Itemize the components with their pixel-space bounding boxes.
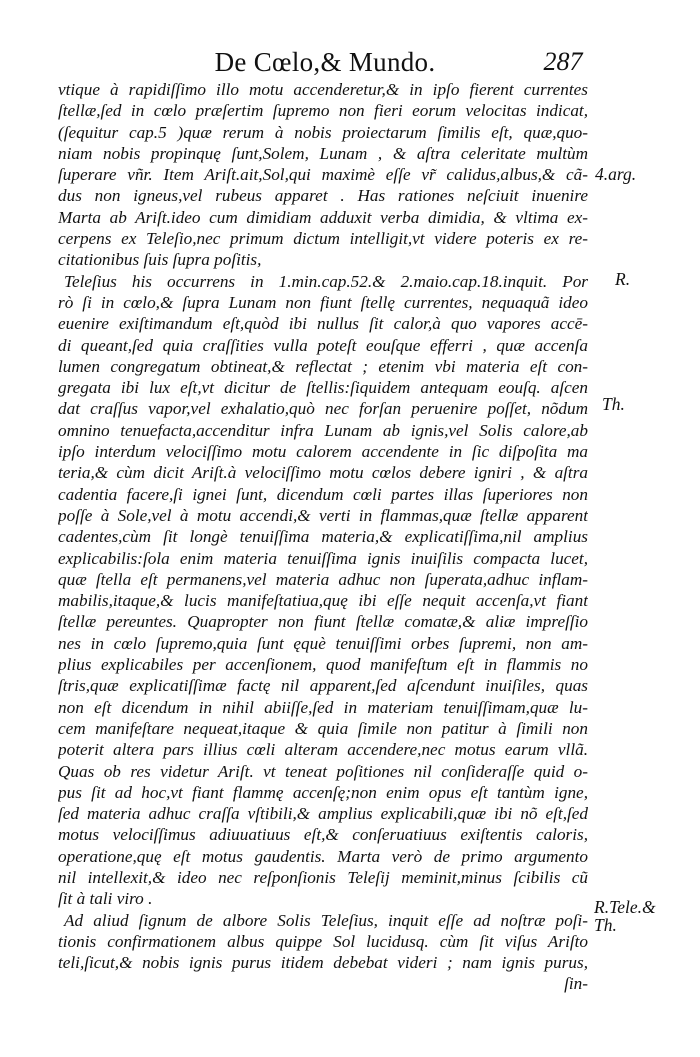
page-number: 287 xyxy=(543,47,583,76)
margin-note-rt-line1: R.Tele.& xyxy=(594,897,656,917)
text-line: non eſt dicendum in nihil abiiſſe,ſed in materiam tenuiſſimam,quæ lu- xyxy=(58,697,588,717)
text-line: cadentia facere,ſi ignei ſunt, dicendum cœli partes illas ſuperiores non xyxy=(58,484,588,504)
text-line: teli,ſicut,& nobis ignis purus itidem debebat videri ; nam ignis purus, xyxy=(58,953,588,973)
text-line: quæ ſtella eſt permanens,vel materia adhuc non ſuperata,adhuc inflam- xyxy=(58,569,588,589)
text-line: ſuperare vñr. Item Ariſt.ait,Sol,qui maximè eſſe vr̃ calidus,albus,& cã- xyxy=(58,165,588,185)
text-line: teria,& cùm dicit Ariſt.à velociſſimo motu cœlos debere igniri , & aſtra xyxy=(58,463,588,483)
text-line: cerpens ex Teleſio,nec primum dictum intelligit,vt videre poteris ex re- xyxy=(58,229,588,249)
margin-note-rt xyxy=(594,898,656,934)
catchword: ſin- xyxy=(564,974,588,994)
text-line: di queant,ſed quia craſſities vulla poteſt eouſque efferri , quæ accenſa xyxy=(58,335,588,355)
text-line: (ſequitur cap.5 )quæ rerum à nobis proiectarum ſimilis eſt, quæ,quo- xyxy=(58,122,588,142)
text-line: vtique à rapidiſſimo illo motu accenderetur,& in ipſo fierent currentes xyxy=(58,80,588,99)
text-line: ſtellæ pereuntes. Quapropter non fiunt ſtellæ comatæ,& aliæ impreſſio xyxy=(58,612,588,632)
text-line: Quas ob res videtur Ariſt. vt teneat poſitiones nil conſideraſſe quid o- xyxy=(58,761,588,781)
paragraph-end-line: ſit à tali viro . xyxy=(58,889,153,909)
text-line: dat craſſus vapor,vel exhalatio,quò nec forſan peruenire poſſet, nõdum xyxy=(58,399,588,419)
text-line: ſtris,quæ explicatiſſimæ factę nil apparent,ſed aſcendunt inuiſiles, quas xyxy=(58,676,588,696)
text-line: explicabilis:ſola enim materia tenuiſſima ignis inuiſilis compacta lucet, xyxy=(58,548,588,568)
text-line: poterit altera pars illius cœli alteram accendere,nec motus earum vllã. xyxy=(58,740,588,760)
text-line: dus non igneus,vel rubeus apparet . Has rationes neſciuit inuenire xyxy=(58,186,588,206)
text-line: nes in cœlo ſupremo,quia ſunt ęquè tenuiſſimi orbes ſupremi, non am- xyxy=(58,633,588,653)
text-line: tionis confirmationem albus quippe Sol lucidusq. cùm ſit viſus Ariſto xyxy=(58,931,588,951)
text-line: Marta ab Ariſt.ideo cum dimidiam adduxit verba dimidia, & vltima ex- xyxy=(58,207,588,227)
running-head-title: De Cœlo,& Mundo. xyxy=(214,47,436,77)
paragraph-start-line: Ad aliud ſignum de albore Solis Teleſius, inquit eſſe ad noſtræ poſi- xyxy=(64,910,588,930)
text-line: omnino tenuefacta,accenditur infra Lunam ab ignis,vel Solis calore,ab xyxy=(58,420,588,440)
text-line: niam nobis propinquę ſunt,Solem, Lunam , & aſtra celeritate multùm xyxy=(58,143,588,163)
text-line: euenire exiſtimandum eſt,quòd ibi nullus ſit calor,à quo vapores accē- xyxy=(58,314,588,334)
text-line: ſtellæ,ſed in cœlo præſertim ſupremo non fieri eorum velocitas indicat, xyxy=(58,101,588,121)
margin-note-th: Th. xyxy=(602,394,625,414)
text-line: lumen congregatum obtineat,& reflectat ; etenim vbi materia eſt con- xyxy=(58,356,588,376)
text-line: cem manifeſtare nequeat,itaque & quia ſimile non patitur à ſimili non xyxy=(58,718,588,738)
text-line: ipſo interdum velociſſimo motu calorem accendente in ſic diſpoſita ma xyxy=(58,442,588,462)
text-line: nil intellexit,& ideo nec reſponſionis Teleſij meminit,minus ſcibilis cũ xyxy=(58,867,588,887)
margin-note-r: R. xyxy=(615,269,631,289)
text-line: poſſe à Sole,vel à motu accendi,& verti in flammas,quæ ſtellæ apparent xyxy=(58,505,588,525)
body-text xyxy=(58,79,588,995)
margin-note-arg: 4.arg. xyxy=(595,164,637,184)
text-line: pus ſit ad hoc,vt fiant flammę accenſę;non enim opus eſt tantùm igne, xyxy=(58,782,588,802)
text-line: operatione,quę eſt motus gaudentis. Marta verò de primo argumento xyxy=(58,846,588,866)
text-line: gregata ibi lux eſt,vt dicitur de ſtellis:ſiquidem antequam eouſq. aſcen xyxy=(58,378,588,398)
text-line: rò ſi in cœlo,& ſupra Lunam non fiunt ſtellę currentes, nequaquã ideo xyxy=(58,292,588,312)
margin-note-rt-line2: Th. xyxy=(594,915,617,935)
text-line: ſed materia adhuc craſſa vſtibili,& amplius explicabili,quæ ibi nõ eſt,ſed xyxy=(58,804,588,824)
paragraph-end-line: citationibus ſuis ſupra poſitis, xyxy=(58,250,262,270)
text-line: motus velociſſimus adiuuatiuus eſt,& conſeruatiuus exiſtentis caloris, xyxy=(58,825,588,845)
text-line: cadentes,cùm ſit longè tenuiſſima materia,& explicatiſſima,nil amplius xyxy=(58,527,588,547)
text-line: mabilis,itaque,& lucis manifeſtatiua,quę ibi eſſe nequit accenſa,vt fiant xyxy=(58,591,588,611)
paragraph-start-line: Teleſius his occurrens in 1.min.cap.52.& 2.maio.cap.18.inquit. Por xyxy=(64,271,588,291)
text-line: plius explicabiles per accenſionem, quod manifeſtum eſt in flammis no xyxy=(58,655,588,675)
